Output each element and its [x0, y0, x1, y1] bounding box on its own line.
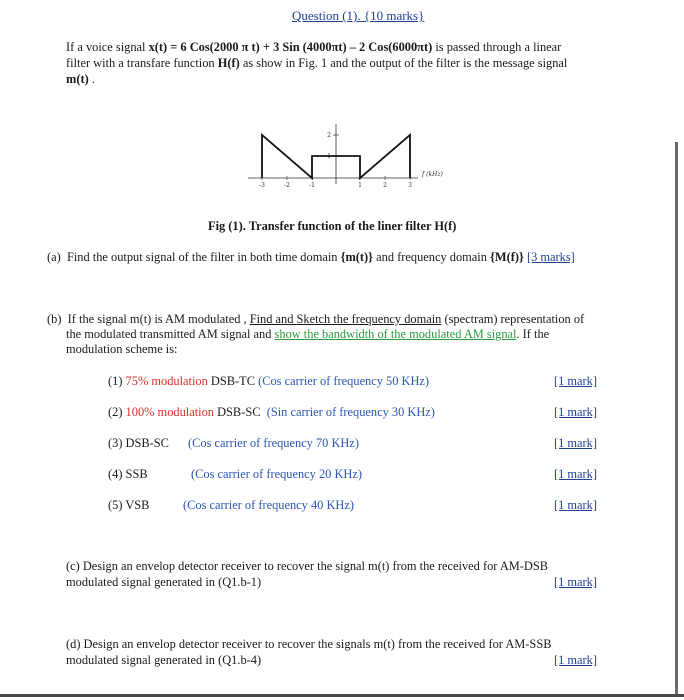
message-signal-symbol: m(t) [66, 72, 89, 86]
modulation-scheme: DSB-SC [125, 436, 169, 450]
item-marks: [1 mark] [554, 498, 598, 512]
modulation-scheme: DSB-TC [207, 374, 259, 388]
part-d-marks: [1 mark] [554, 653, 598, 667]
part-b-text: (spectram) representation of [441, 312, 585, 326]
x-tick-label: 3 [408, 182, 412, 189]
list-item [108, 436, 169, 451]
part-a-marks: [3 marks] [526, 250, 575, 264]
item-marks: [1 mark] [554, 467, 598, 481]
bandwidth-instruction: show the bandwidth of the modulated AM signal [274, 327, 517, 341]
modulation-index: 100% modulation [125, 405, 214, 419]
signal-equation: x(t) = 6 Cos(2000 π t) + 3 Sin (4000πt) – 2 Cos(6000πt) [148, 40, 433, 54]
y-tick-label: 1 [327, 153, 331, 160]
item-number: (5) [108, 498, 126, 512]
time-domain-symbol: {m(t)} [340, 250, 374, 264]
list-item [108, 374, 429, 389]
transfer-function-figure [240, 118, 470, 200]
x-tick-label: -2 [284, 182, 290, 189]
intro-line-1 [66, 40, 561, 55]
part-b-line-2 [66, 327, 549, 342]
part-d-line-2: modulated signal generated in (Q1.b-4) [66, 653, 262, 667]
list-item [108, 405, 435, 420]
carrier-spec: (Cos carrier of frequency 20 KHz) [191, 467, 362, 481]
modulation-index: 75% modulation [125, 374, 208, 388]
part-b-text: the modulated transmitted AM signal and [66, 327, 275, 341]
part-a-text: Find the output signal of the filter in both time domain [66, 250, 341, 264]
page-edge-shadow [675, 142, 678, 694]
part-a [47, 250, 575, 265]
item-marks: [1 mark] [554, 405, 598, 419]
intro-text: as show in Fig. 1 and the output of the filter is the message signal [239, 56, 568, 70]
part-b-text: If the signal m(t) is AM modulated , [67, 312, 250, 326]
intro-line-2 [66, 56, 567, 71]
part-b-text: . If the [516, 327, 550, 341]
question-title: Question (1). {10 marks} [292, 8, 425, 23]
part-c-line-1: (c) Design an envelop detector receiver to recover the signal m(t) from the received for AM-DSB [66, 559, 549, 573]
x-tick-label: 1 [358, 182, 362, 189]
item-marks: [1 mark] [554, 374, 598, 388]
list-item [108, 498, 149, 513]
part-c-marks: [1 mark] [554, 575, 598, 589]
item-number: (2) [108, 405, 126, 419]
part-b-label: (b) [47, 312, 62, 326]
part-b-line-3: modulation scheme is: [66, 342, 178, 356]
x-axis-label: f (kHz) [422, 171, 443, 178]
intro-line-3 [66, 72, 95, 87]
y-tick-label: 2 [327, 132, 331, 139]
x-tick-label: -1 [309, 182, 315, 189]
modulation-scheme: VSB [125, 498, 150, 512]
modulation-scheme: SSB [125, 467, 148, 481]
item-marks: [1 mark] [554, 436, 598, 450]
page-bottom-edge [0, 694, 684, 697]
carrier-spec: (Cos carrier of frequency 40 KHz) [183, 498, 354, 512]
item-number: (1) [108, 374, 126, 388]
sketch-instruction: Find and Sketch the frequency domain [249, 312, 442, 326]
intro-text: . [91, 72, 95, 86]
part-d-line-1: (d) Design an envelop detector receiver to recover the signals m(t) from the received for AM-SSB [66, 637, 552, 651]
figure-caption: Fig (1). Transfer function of the liner filter H(f) [208, 219, 457, 233]
part-a-label: (a) [47, 250, 61, 264]
carrier-spec: (Sin carrier of frequency 30 KHz) [266, 405, 435, 419]
x-tick-label: -3 [259, 182, 265, 189]
intro-text: If a voice signal [66, 40, 149, 54]
item-number: (3) [108, 436, 126, 450]
carrier-spec: (Cos carrier of frequency 70 KHz) [188, 436, 359, 450]
item-number: (4) [108, 467, 126, 481]
intro-text: is passed through a linear [432, 40, 562, 54]
transfer-function-symbol: H(f) [217, 56, 240, 70]
frequency-domain-symbol: {M(f)} [490, 250, 524, 264]
carrier-spec: (Cos carrier of frequency 50 KHz) [258, 374, 430, 388]
part-c-line-2: modulated signal generated in (Q1.b-1) [66, 575, 262, 589]
modulation-scheme: DSB-SC [214, 405, 264, 419]
intro-text: filter with a transfare function [66, 56, 218, 70]
part-a-text: and frequency domain [373, 250, 491, 264]
part-b-line-1 [47, 312, 584, 327]
list-item [108, 467, 148, 482]
x-tick-label: 2 [383, 182, 387, 189]
